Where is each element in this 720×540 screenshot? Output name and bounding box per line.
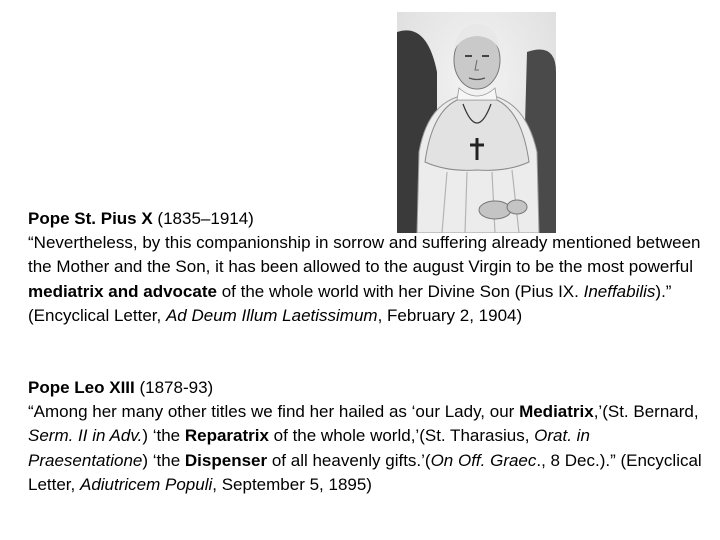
quote-text: ., 8 Dec.).” (Encyclical Letter,	[28, 450, 702, 494]
pius-x-name: Pope St. Pius X	[28, 209, 153, 228]
encyclical-title: Ad Deum Illum Laetissimum	[165, 305, 378, 325]
leo-xiii-quote	[28, 400, 708, 497]
pius-x-quote-block	[28, 207, 708, 328]
quote-text: ) ‘the	[142, 450, 185, 470]
quote-emphasis: Mediatrix	[519, 402, 594, 422]
leo-xiii-name: Pope Leo XIII	[28, 378, 135, 397]
encyclical-title: Adiutricem Populi	[79, 474, 213, 494]
quote-text: of the whole world,’(St. Tharasius,	[268, 426, 535, 446]
quote-citation: Serm. II in Adv.	[28, 426, 143, 446]
pius-x-dates: (1835–1914)	[152, 209, 254, 228]
leo-xiii-heading	[28, 376, 708, 400]
pius-x-quote	[28, 231, 708, 328]
quote-text: ).” (Encyclical Letter,	[28, 281, 672, 325]
quote-citation: Ineffabilis	[583, 281, 656, 301]
pope-portrait-photo-icon	[397, 12, 556, 233]
quote-citation: On Off. Graec	[430, 450, 537, 470]
quote-text: ,’(St. Bernard,	[593, 402, 699, 422]
leo-xiii-quote-block	[28, 376, 708, 497]
encyclical-date: , September 5, 1895)	[212, 474, 372, 494]
quote-text: “Nevertheless, by this companionship in sorrow and suffering already mentioned between the Mother and the Son, it has been allowed to the august Virgin to be the most powerful	[28, 233, 701, 277]
encyclical-date: , February 2, 1904)	[377, 305, 523, 325]
leo-xiii-dates: (1878-93)	[134, 378, 214, 397]
pius-x-heading	[28, 207, 708, 231]
quote-emphasis: Dispenser	[184, 450, 268, 470]
quote-emphasis: mediatrix and advocate	[28, 281, 217, 301]
quote-emphasis: Reparatrix	[184, 426, 269, 446]
pope-portrait	[397, 12, 556, 233]
quote-citation: Orat. in Praesentatione	[28, 426, 590, 470]
quote-text: of the whole world with her Divine Son (Pius IX.	[216, 281, 584, 301]
quote-text: ) ‘the	[142, 426, 185, 446]
quote-text: of all heavenly gifts.’(	[267, 450, 431, 470]
quote-text: “Among her many other titles we find her hailed as ‘our Lady, our	[28, 402, 520, 422]
